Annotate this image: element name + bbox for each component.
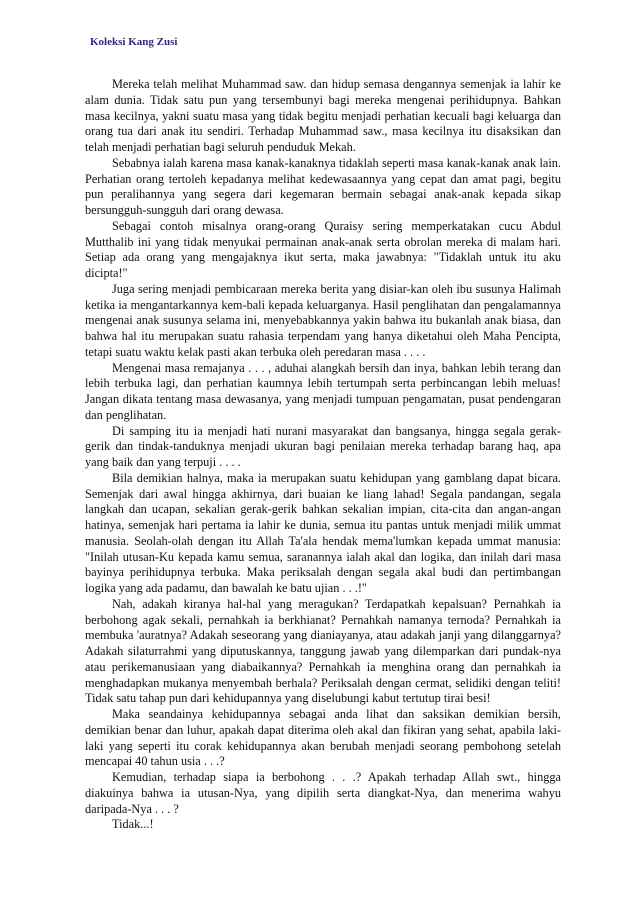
paragraph: Kemudian, terhadap siapa ia berbohong . . .? Apakah terhadap Allah swt., hingga diakuinya bahwa ia utusan-Nya, yang dipilih serta diangkat-Nya, dan menerima wahyu daripada-Nya . . . ?: [85, 770, 561, 816]
paragraph: Nah, adakah kiranya hal-hal yang meragukan? Terdapatkah kepalsuan? Pernahkah ia berbohong agak sekali, pernahkah ia berkhianat? Pernahkah namanya ternoda? Pernahkah ia membuka 'auratnya? Adakah seseorang yang dianiayanya, atau adakah janji yang dilanggarnya? Adakah silaturrahmi yang diputuskannya, tanggung jawab yang dilemparkan dari pundak-nya atau perikemanusiaan yang diabaikannya? Pernahkah ia menghina orang dan pernahkah ia menghadapkan mukanya menyembah berhala? Periksalah dengan cermat, selidiki dengan teliti! Tidak satu tahap pun dari kehidupannya yang diselubungi kabut tertutup tirai besi!: [85, 596, 561, 706]
paragraph: Juga sering menjadi pembicaraan mereka berita yang disiar-kan oleh ibu susunya Halimah ketika ia mengantarkannya kem-bali kepada keluarganya. Hasil penglihatan dan pengalamannya mengenai anak susunya selama ini, menyebabkannya yakin bahwa itu bukanlah anak biasa, dan bahwa hal itu merupakan suatu rahasia terpendam yang hanya diketahui oleh Maha Pencipta, tetapi suatu waktu kelak pasti akan terbuka oleh peredaran masa . . . .: [85, 281, 561, 359]
paragraph: Sebabnya ialah karena masa kanak-kanaknya tidaklah seperti masa kanak-kanak anak lain. Perhatian orang tertoleh kepadanya melihat kedewasaannya yang cepat dan amat pagi, begitu pun peralihannya yang segera dari kegemaran bermain sebagai anak-anak kepada sikap bersungguh-sungguh dari orang dewasa.: [85, 155, 561, 217]
paragraph: Tidak...!: [112, 817, 154, 832]
paragraph: Mereka telah melihat Muhammad saw. dan hidup semasa dengannya semenjak ia lahir ke alam dunia. Tidak satu pun yang tersembunyi bagi mereka mengenai perihidupnya. Bahkan masa kecilnya, yakni suatu masa yang tidak begitu menjadi perhatian kecuali bagi keluarga dan orang tua dari anak itu sendiri. Terhadap Muhammad saw., masa kecilnya itu disaksikan dan telah menjadi perhatian bagi seluruh penduduk Mekah.: [85, 77, 561, 154]
document-body: [85, 77, 561, 833]
paragraph: Bila demikian halnya, maka ia merupakan suatu kehidupan yang gamblang dapat bicara. Semenjak dari awal hingga akhirnya, dari buaian ke liang lahad! Segala pandangan, segala langkah dan ucapan, sekalian gerak-gerik bahkan sekalian impian, cita-cita dan angan-angan hatinya, semenjak hari pertama ia lahir ke dunia, semua itu pantas untuk menjadi milik ummat manusia. Seolah-olah dengan itu Allah Ta'ala hendak mema'lumkan kepada ummat manusia: "Inilah utusan-Ku kepada kamu semua, saranannya ialah akal dan logika, dan inilah dari masa bayinya perihidupnya terbuka. Maka periksalah dengan segala akal budi dan pertimbangan logika yang ada padamu, dan bawalah ke batu ujian . . .!": [85, 470, 561, 595]
paragraph: Mengenai masa remajanya . . . , aduhai alangkah bersih dan inya, bahkan lebih terang dan lebih terbuka lagi, dan perhatian kaumnya lebih tertumpah serta perbincangan lebih meluas! Jangan dikata tentang masa dewasanya, yang menjadi tumpuan pengamatan, pusat pendengaran dan penglihatan.: [85, 360, 561, 422]
page-header: Koleksi Kang Zusi: [90, 36, 178, 48]
paragraph: Maka seandainya kehidupannya sebagai anda lihat dan saksikan demikian bersih, demikian benar dan luhur, apakah dapat diterima oleh akal dan fikiran yang sehat, apabila laki-laki yang seperti itu corak kehidupannya akan berubah menjadi seorang pembohong setelah mencapai 40 tahun usia . . .?: [85, 707, 561, 769]
paragraph: Di samping itu ia menjadi hati nurani masyarakat dan bangsanya, hingga segala gerak-gerik dan tindak-tanduknya menjadi ukuran bagi penilaian mereka terhadap barang haq, apa yang baik dan yang terpuji . . . .: [85, 423, 561, 469]
paragraph: Sebagai contoh misalnya orang-orang Quraisy sering memperkatakan cucu Abdul Mutthalib ini yang tidak menyukai permainan anak-anak serta obrolan mereka di malam hari. Setiap ada orang yang mengajaknya ikut serta, maka jawabnya: "Tidaklah untuk itu aku dicipta!": [85, 218, 561, 280]
